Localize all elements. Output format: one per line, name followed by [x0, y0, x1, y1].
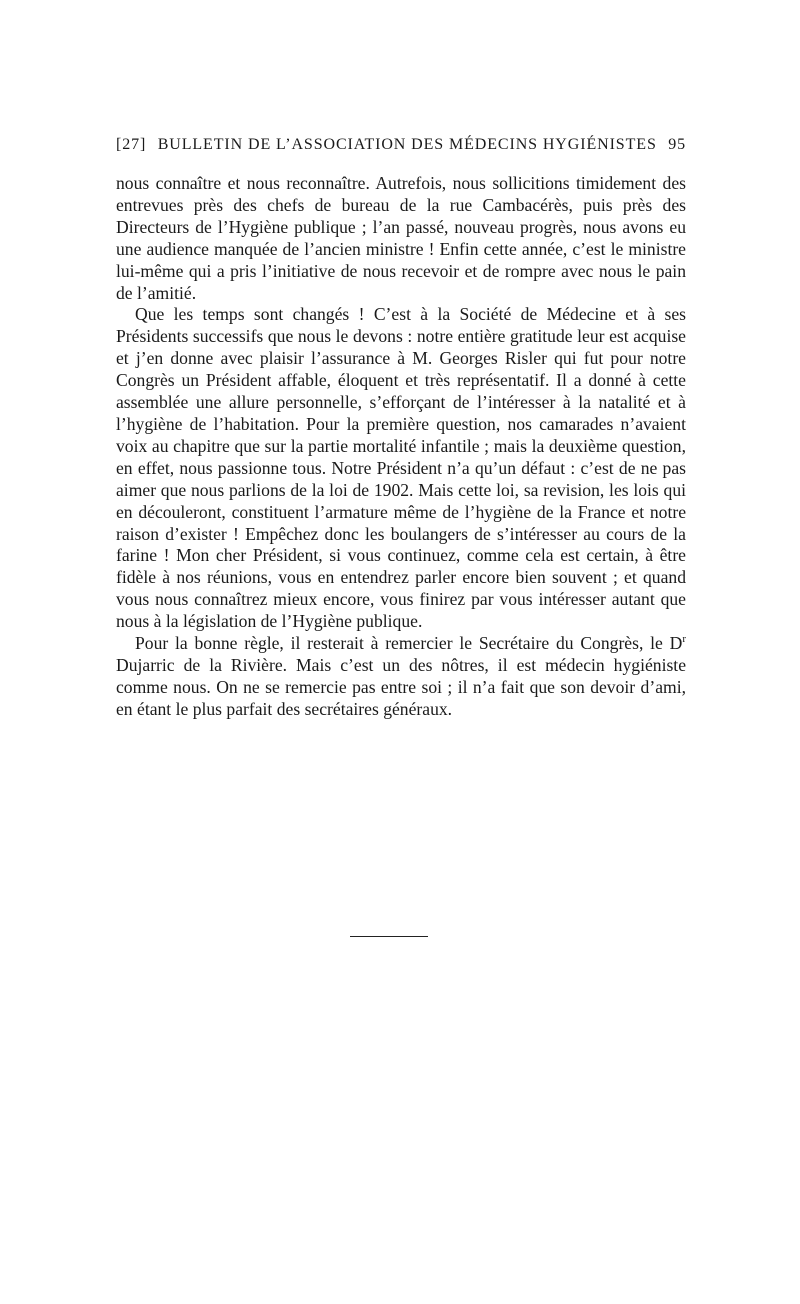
- journal-title: BULLETIN DE L’ASSOCIATION DES MÉDECINS HYGIÉNISTES: [157, 136, 657, 153]
- section-number: [27]: [116, 136, 147, 153]
- paragraph-3-start: Pour la bonne règle, il resterait à remercier le Secrétaire du Congrès, le D: [135, 633, 683, 654]
- paragraph-3-end: Dujarric de la Rivière. Mais c’est un des nôtres, il est médecin hygiéniste comme nous. On ne se remercie pas entre soi ; il n’a fait que son devoir d’ami, en étant le plus parfait des secrétaires généraux.: [116, 654, 686, 719]
- paragraph-3: [116, 633, 686, 721]
- paragraph-1: nous connaître et nous reconnaître. Autrefois, nous sollicitions timidement des entrevues près des chefs de bureau de la rue Cambacérès, puis près des Directeurs de l’Hygiène publique ; l’an passé, nouveau progrès, nous avons eu une audience manquée de l’ancien ministre ! Enfin cette année, c’est le ministre lui-même qui a pris l’initiative de nous recevoir et de rompre avec nous le pain de l’amitié.: [116, 173, 686, 303]
- page-number: 95: [668, 136, 686, 153]
- end-rule: [350, 936, 428, 937]
- doctor-abbrev-superscript: r: [682, 633, 686, 646]
- paragraph-2: Que les temps sont changés ! C’est à la Société de Médecine et à ses Présidents successifs que nous le devons : notre entière gratitude leur est acquise et j’en donne avec plaisir l’assurance à M. Georges Risler qui fut pour notre Congrès un Président affable, éloquent et très représentatif. Il a donné à cette assemblée une allure personnelle, s’efforçant de l’intéresser à la natalité et à l’hygiène de l’habitation. Pour la première question, nos camarades n’avaient voix au chapitre que sur la partie mortalité infantile ; mais la deuxième question, en effet, nous passionne tous. Notre Président n’a qu’un défaut : c’est de ne pas aimer que nous parlions de la loi de 1902. Mais cette loi, sa revision, les lois qui en découleront, constituent l’armature même de l’hygiène de la France et notre raison d’exister ! Empêchez donc les boulangers de s’intéresser au cours de la farine ! Mon cher Président, si vous continuez, comme cela est certain, à être fidèle à nos réunions, vous en entendrez parler encore bien souvent ; et quand vous nous connaîtrez mieux encore, vous finirez par vous intéresser autant que nous à la législation de l’Hygiène publique.: [116, 304, 686, 632]
- document-page: [116, 134, 686, 721]
- running-header: [116, 134, 686, 156]
- body-text: [116, 173, 686, 721]
